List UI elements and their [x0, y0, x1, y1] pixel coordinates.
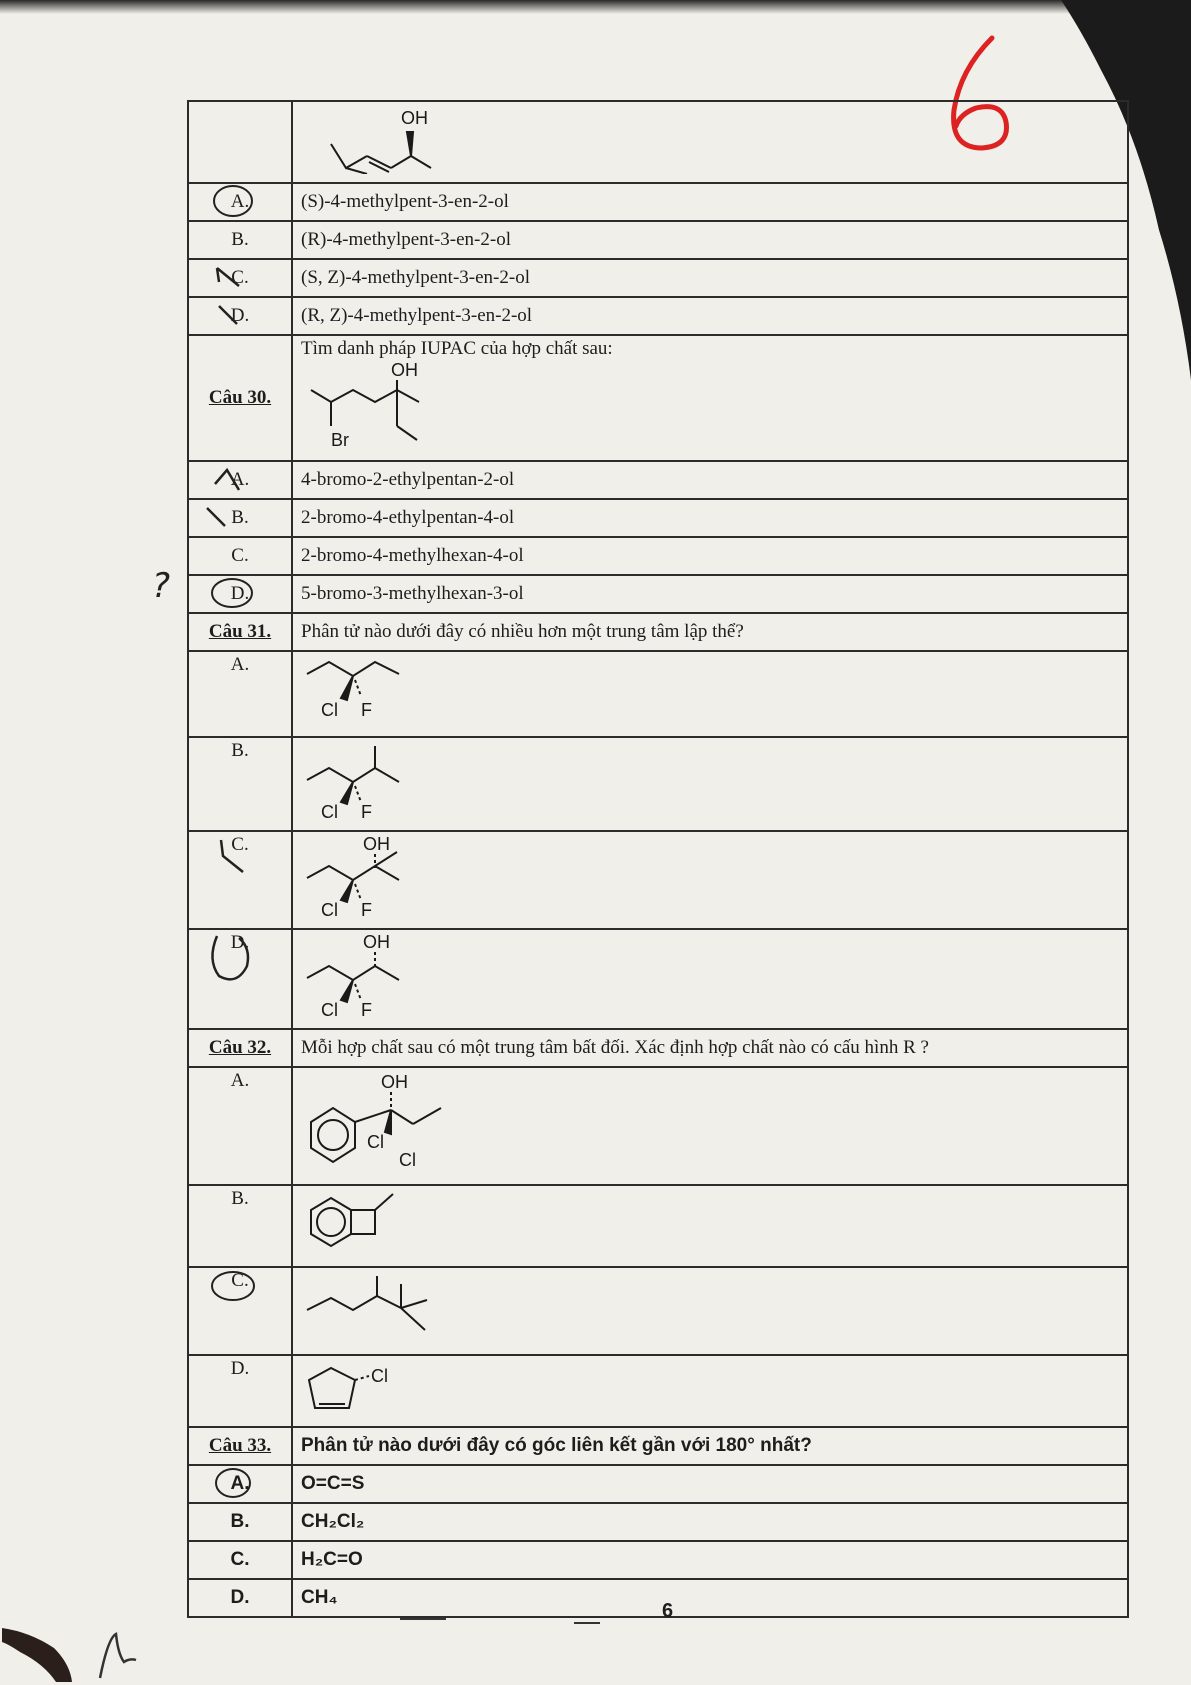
q32-question-row [188, 1029, 1128, 1067]
q31-option-c[interactable] [188, 831, 1128, 929]
cl-label: Cl [321, 900, 338, 920]
question-text: Mỗi hợp chất sau có một trung tâm bất đối. Xác định hợp chất nào có cấu hình R ? [292, 1029, 1128, 1067]
f-label: F [361, 900, 372, 920]
option-label: D. [230, 583, 250, 604]
q29-option-d[interactable] [188, 297, 1128, 335]
circled-answer-icon [207, 1268, 259, 1304]
cl-label: Cl [321, 700, 338, 720]
q31-option-a[interactable] [188, 651, 1128, 737]
option-text: (R, Z)-4-methylpent-3-en-2-ol [292, 297, 1128, 335]
q32c-structure [301, 1270, 461, 1346]
option-label: A. [188, 651, 292, 737]
question-number: Câu 32. [188, 1029, 292, 1067]
q33-option-b[interactable] [188, 1503, 1128, 1541]
q29-structure [301, 104, 461, 174]
question-text: Phân tử nào dưới đây có nhiều hơn một trung tâm lập thể? [292, 613, 1128, 651]
strike-mark-icon [213, 302, 243, 328]
option-text: 2-bromo-4-ethylpentan-4-ol [292, 499, 1128, 537]
q32-option-d[interactable] [188, 1355, 1128, 1427]
q29-oh-label: OH [401, 108, 428, 128]
q31d-structure [301, 932, 441, 1020]
option-label: B. [231, 507, 249, 528]
q32-option-c[interactable] [188, 1267, 1128, 1355]
option-label: D. [188, 1355, 292, 1427]
option-text: 4-bromo-2-ethylpentan-2-ol [292, 461, 1128, 499]
option-label: C. [188, 537, 292, 575]
circled-answer-icon [211, 184, 255, 218]
option-text: (S)-4-methylpent-3-en-2-ol [292, 183, 1128, 221]
cl-label: Cl [321, 1000, 338, 1020]
q31-option-d[interactable] [188, 929, 1128, 1029]
option-label: D. [230, 932, 250, 953]
option-text: 2-bromo-4-methylhexan-4-ol [292, 537, 1128, 575]
q30-structure [301, 360, 501, 452]
q33-option-a[interactable] [188, 1465, 1128, 1503]
circled-answer-icon [207, 576, 257, 610]
cl-label: Cl [371, 1366, 388, 1386]
strike-mark-icon [213, 264, 243, 290]
oh-label: OH [363, 834, 390, 854]
q31a-structure [301, 654, 441, 722]
q30-option-b[interactable] [188, 499, 1128, 537]
option-label: B. [188, 1185, 292, 1267]
question-text: Phân tử nào dưới đây có góc liên kết gần với 180° nhất? [292, 1427, 1128, 1465]
footer-dash [400, 1618, 446, 1620]
q32b-structure [301, 1188, 441, 1258]
scan-shadow [0, 0, 1191, 14]
oh-label: OH [363, 932, 390, 952]
q31c-structure [301, 834, 441, 920]
option-label: C. [188, 1541, 292, 1579]
option-label: C. [231, 834, 249, 855]
strike-mark-icon [215, 836, 251, 876]
option-label: A. [230, 1473, 250, 1494]
cl-label: Cl [321, 802, 338, 822]
option-label: B. [188, 737, 292, 831]
f-label: F [361, 700, 372, 720]
quiz-table [187, 100, 1129, 1618]
scan-artifact-ink [0, 1598, 150, 1685]
q32a-structure [301, 1070, 501, 1176]
strike-mark-icon [211, 466, 241, 492]
question-text: Tìm danh pháp IUPAC của hợp chất sau: [301, 338, 613, 359]
option-text: CH₂Cl₂ [292, 1503, 1128, 1541]
option-label: D. [188, 1579, 292, 1617]
strike-mark-icon [203, 504, 233, 530]
q33-option-d[interactable] [188, 1579, 1128, 1617]
q30-oh-label: OH [391, 360, 418, 380]
q29-option-c[interactable] [188, 259, 1128, 297]
option-label: A. [230, 191, 250, 212]
q30-question-row [188, 335, 1128, 461]
q30-br-label: Br [331, 430, 349, 450]
option-text: CH₄ [292, 1579, 1128, 1617]
option-label: B. [188, 221, 292, 259]
option-label: D. [230, 305, 250, 326]
q30-option-a[interactable] [188, 461, 1128, 499]
margin-question-mark: ? [152, 566, 171, 606]
q33-question-row [188, 1427, 1128, 1465]
question-number: Câu 30. [188, 335, 292, 461]
option-text: O=C=S [292, 1465, 1128, 1503]
q29-option-b[interactable] [188, 221, 1128, 259]
question-number: Câu 33. [188, 1427, 292, 1465]
q31-question-row [188, 613, 1128, 651]
option-text: (S, Z)-4-methylpent-3-en-2-ol [292, 259, 1128, 297]
option-text: H₂C=O [292, 1541, 1128, 1579]
q32-option-b[interactable] [188, 1185, 1128, 1267]
q32d-structure [301, 1358, 441, 1418]
option-label: A. [188, 1067, 292, 1185]
q30-option-d[interactable] [188, 575, 1128, 613]
q31-option-b[interactable] [188, 737, 1128, 831]
circled-answer-icon [213, 1466, 253, 1500]
option-label: C. [231, 1270, 249, 1291]
option-label: C. [231, 267, 249, 288]
option-label: A. [230, 469, 250, 490]
q32-option-a[interactable] [188, 1067, 1128, 1185]
f-label: F [361, 802, 372, 822]
q29-structure-row [188, 101, 1128, 183]
q30-option-c[interactable] [188, 537, 1128, 575]
f-label: F [361, 1000, 372, 1020]
q29-option-a[interactable] [188, 183, 1128, 221]
q31b-structure [301, 740, 441, 822]
q33-option-c[interactable] [188, 1541, 1128, 1579]
cl-label: Cl [367, 1132, 384, 1152]
circled-answer-icon [203, 930, 253, 986]
option-text: 5-bromo-3-methylhexan-3-ol [292, 575, 1128, 613]
oh-label: OH [381, 1072, 408, 1092]
question-number: Câu 31. [188, 613, 292, 651]
option-label: B. [188, 1503, 292, 1541]
cl-label: Cl [399, 1150, 416, 1170]
page-number: 6 [662, 1600, 674, 1622]
footer-dash [574, 1622, 600, 1624]
option-text: (R)-4-methylpent-3-en-2-ol [292, 221, 1128, 259]
